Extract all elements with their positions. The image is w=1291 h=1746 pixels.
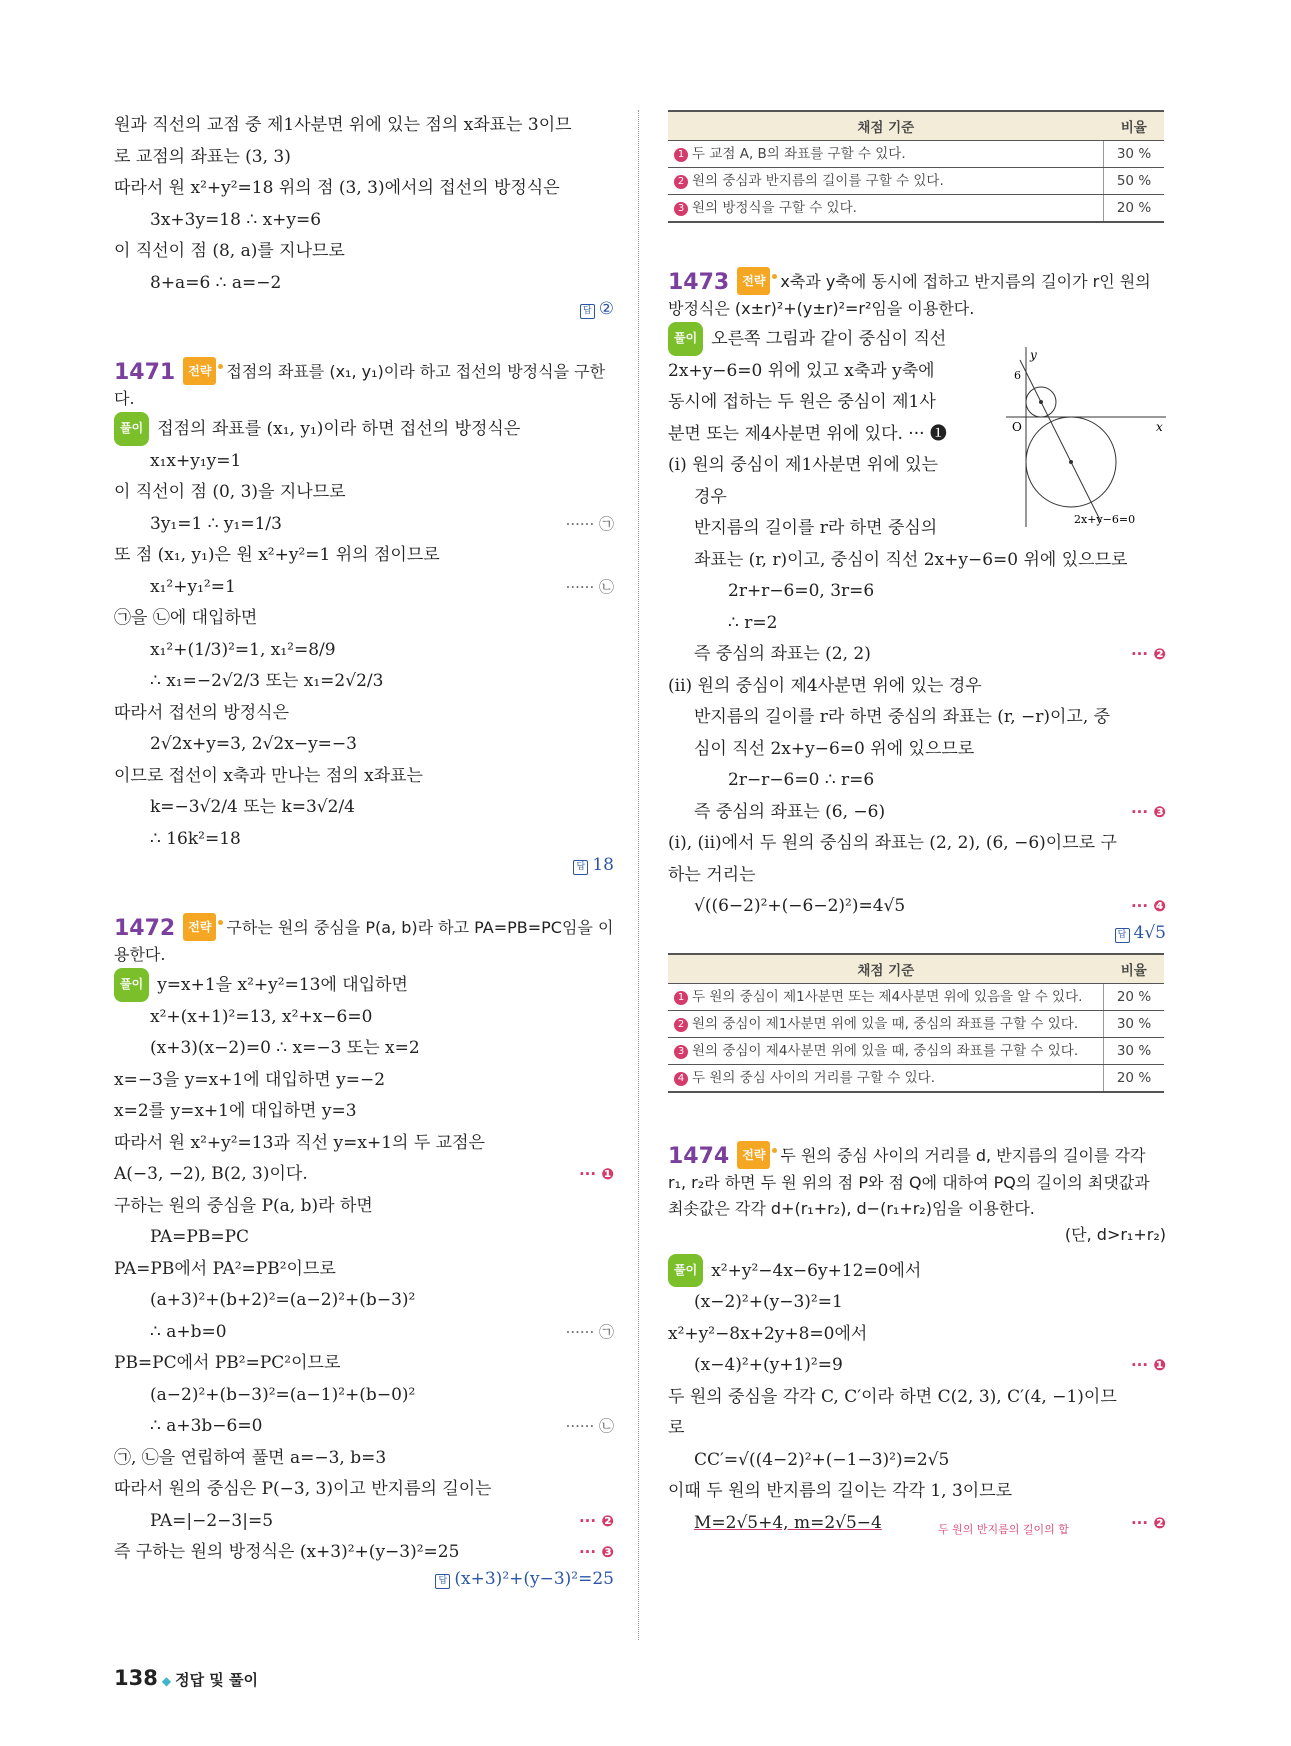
solution-line bbox=[114, 446, 614, 478]
line-text: CC′=√((4−2)²+(−1−3)²)=2√5 bbox=[694, 1449, 950, 1470]
answer-line bbox=[668, 923, 1166, 943]
header-criteria: 채점 기준 bbox=[668, 111, 1104, 141]
criteria-text: 원의 중심이 제1사분면 위에 있을 때, 중심의 좌표를 구할 수 있다. bbox=[692, 1015, 1079, 1032]
line-text: x₁x+y₁y=1 bbox=[150, 450, 242, 471]
line-text: (x−2)²+(y−3)²=1 bbox=[694, 1292, 843, 1312]
score-mark: ··· ❷ bbox=[1130, 1513, 1166, 1532]
problem-number: 1471 bbox=[114, 360, 176, 385]
underline-note: 두 원의 반지름의 길이의 합 bbox=[938, 1522, 1069, 1536]
solution-line bbox=[668, 1382, 1166, 1414]
solution-line bbox=[668, 1287, 1166, 1319]
problem-1473 bbox=[668, 267, 1166, 943]
criteria-cell bbox=[668, 983, 1104, 1010]
line-mark: ······ ㉠ bbox=[565, 514, 614, 533]
line-text: 동시에 접하는 두 원은 중심이 제1사 bbox=[668, 392, 936, 412]
criteria-cell bbox=[668, 168, 1104, 195]
line-text: x²+(x+1)²=13, x²+x−6=0 bbox=[150, 1006, 373, 1027]
problem-1471 bbox=[114, 357, 614, 875]
solution-line bbox=[114, 1222, 614, 1254]
solution-line bbox=[668, 734, 1166, 766]
line-text: y=x+1을 x²+y²=13에 대입하면 bbox=[157, 975, 408, 995]
solution-line bbox=[114, 1159, 614, 1191]
answer-value: (x+3)²+(y−3)²=25 bbox=[454, 1568, 614, 1589]
strategy-text: 두 원의 중심 사이의 거리를 d, 반지름의 길이를 각각 r₁, r₂라 하면 두 원 위의 점 P와 점 Q에 대하여 PQ의 길이의 최댓값과 최솟값은 각각 d+(r₁+r₂), d−(r₁+r₂)임을 이용한다. bbox=[668, 1145, 1150, 1218]
solution-line bbox=[114, 1254, 614, 1286]
criteria-cell bbox=[668, 141, 1104, 168]
answer-icon: 답 bbox=[580, 304, 595, 319]
solution-line bbox=[668, 671, 1166, 703]
line-mark: ··· ❷ bbox=[578, 1511, 614, 1530]
scoring-table-1472 bbox=[668, 110, 1164, 223]
line-text: 로 교점의 좌표는 (3, 3) bbox=[114, 146, 291, 167]
line-text: (a−2)²+(b−3)²=(a−1)²+(b−0)² bbox=[150, 1384, 416, 1405]
strategy-tag: 전략 bbox=[737, 1141, 770, 1169]
line-text: x=−3을 y=x+1에 대입하면 y=−2 bbox=[114, 1069, 386, 1090]
criteria-row bbox=[668, 1010, 1164, 1037]
line-text: x=2를 y=x+1에 대입하면 y=3 bbox=[114, 1101, 357, 1121]
line-mark: ······ ㉡ bbox=[565, 577, 614, 596]
solution-line bbox=[668, 608, 1166, 640]
problem-number: 1474 bbox=[668, 1143, 730, 1169]
solution-line bbox=[668, 828, 1166, 860]
problem-1472 bbox=[114, 913, 614, 1589]
solution-lines bbox=[668, 1254, 1166, 1508]
step-number-icon: 2 bbox=[674, 1018, 688, 1032]
problem-number: 1473 bbox=[668, 270, 730, 295]
solution-line bbox=[114, 1506, 614, 1538]
line-text: x₁²+(1/3)²=1, x₁²=8/9 bbox=[150, 639, 336, 660]
solution-line bbox=[114, 666, 614, 698]
answer-line bbox=[114, 855, 614, 875]
y-tick-label: 6 bbox=[1014, 369, 1021, 382]
line-text: ∴ x₁=−2√2/3 또는 x₁=2√2/3 bbox=[150, 671, 384, 691]
step-number-icon: 1 bbox=[674, 991, 688, 1005]
solution-badge: 풀이 bbox=[668, 322, 703, 356]
line-text: 접점의 좌표를 (x₁, y₁)이라 하면 접선의 방정식은 bbox=[157, 419, 521, 439]
line-text: ∴ a+3b−6=0 bbox=[150, 1416, 263, 1436]
solution-line bbox=[114, 1033, 614, 1065]
line-text: 이때 두 원의 반지름의 길이는 각각 1, 3이므로 bbox=[668, 1481, 1013, 1501]
right-column bbox=[668, 110, 1166, 1539]
step-number-icon: 3 bbox=[674, 1045, 688, 1059]
line-text: 2r+r−6=0, 3r=6 bbox=[728, 581, 875, 601]
scoring-table-1473 bbox=[668, 953, 1164, 1093]
line-mark: ··· ❶ bbox=[1130, 1356, 1166, 1374]
line-text: ㉠, ㉡을 연립하여 풀면 a=−3, b=3 bbox=[114, 1447, 387, 1468]
column-divider bbox=[638, 110, 639, 1640]
problem-header bbox=[668, 267, 1166, 322]
solution-line bbox=[668, 1350, 1166, 1382]
strategy-text: 접점의 좌표를 (x₁, y₁)이라 하고 접선의 방정식을 구한다. bbox=[114, 362, 606, 408]
line-label: 2x+y−6=0 bbox=[1074, 513, 1136, 526]
line-text: 또 점 (x₁, y₁)은 원 x²+y²=1 위의 점이므로 bbox=[114, 545, 440, 565]
solution-line bbox=[114, 1411, 614, 1443]
solution-line bbox=[114, 824, 614, 856]
solution-line bbox=[114, 968, 614, 1002]
solution-line bbox=[114, 1002, 614, 1034]
answer-value: 18 bbox=[592, 855, 614, 875]
header-ratio: 비율 bbox=[1104, 954, 1165, 984]
line-text: PA=PB에서 PA²=PB²이므로 bbox=[114, 1258, 336, 1279]
solution-line bbox=[668, 1445, 1166, 1477]
line-text: √((6−2)²+(−6−2)²)=4√5 bbox=[694, 896, 906, 916]
problem-header bbox=[114, 913, 614, 968]
line-text: 심이 직선 2x+y−6=0 위에 있으므로 bbox=[694, 738, 975, 759]
problem-header bbox=[114, 357, 614, 412]
solution-line bbox=[114, 1065, 614, 1097]
header-criteria: 채점 기준 bbox=[668, 954, 1104, 984]
line-text: 3x+3y=18 ∴ x+y=6 bbox=[150, 209, 322, 230]
ratio-cell: 20 % bbox=[1104, 983, 1165, 1010]
answer-line bbox=[114, 1569, 614, 1589]
left-column bbox=[114, 110, 614, 1589]
line-text: (i), (ii)에서 두 원의 중심의 좌표는 (2, 2), (6, −6)이므로 구 bbox=[668, 833, 1117, 853]
line-text: 반지름의 길이를 r라 하면 중심의 좌표는 (r, −r)이고, 중 bbox=[694, 707, 1111, 727]
solution-line bbox=[668, 860, 1166, 892]
strategy-text: 구하는 원의 중심을 P(a, b)라 하고 PA=PB=PC임을 이용한다. bbox=[114, 918, 614, 964]
solution-badge: 풀이 bbox=[668, 1254, 703, 1288]
criteria-text: 원의 중심과 반지름의 길이를 구할 수 있다. bbox=[692, 173, 944, 189]
solution-line bbox=[668, 1413, 1166, 1445]
solution-line bbox=[114, 1285, 614, 1317]
solution-line bbox=[114, 477, 614, 509]
line-text: 두 원의 중심을 각각 C, C′이라 하면 C(2, 3), C′(4, −1)이므 bbox=[668, 1386, 1117, 1407]
strategy-tag: 전략 bbox=[183, 913, 216, 941]
solution-line bbox=[114, 1128, 614, 1160]
header-ratio: 비율 bbox=[1104, 111, 1165, 141]
circles-figure bbox=[1006, 347, 1166, 527]
answer-line bbox=[114, 299, 614, 319]
criteria-text: 두 원의 중심 사이의 거리를 구할 수 있다. bbox=[692, 1069, 935, 1086]
solution-line bbox=[114, 540, 614, 572]
solution-line bbox=[114, 1443, 614, 1475]
line-text: 경우 bbox=[694, 486, 727, 507]
line-text: 2√2x+y=3, 2√2x−y=−3 bbox=[150, 734, 357, 754]
step-number-icon: 1 bbox=[674, 148, 688, 162]
line-mark: ··· ❸ bbox=[578, 1543, 614, 1561]
solution-lines bbox=[114, 968, 614, 1569]
diamond-icon: ◆ bbox=[161, 1674, 172, 1688]
criteria-text: 두 교점 A, B의 좌표를 구할 수 있다. bbox=[692, 146, 906, 162]
line-text: 분면 또는 제4사분면 위에 있다. ··· ❶ bbox=[668, 423, 947, 444]
line-text: 즉 중심의 좌표는 (2, 2) bbox=[694, 644, 871, 664]
line-text: 구하는 원의 중심을 P(a, b)라 하면 bbox=[114, 1195, 373, 1216]
intro-solution bbox=[114, 110, 614, 299]
solution-line bbox=[114, 205, 614, 237]
problem-header bbox=[668, 1141, 1166, 1222]
ratio-cell: 30 % bbox=[1104, 1010, 1165, 1037]
solution-line bbox=[114, 110, 614, 142]
line-text: 따라서 원의 중심은 P(−3, 3)이고 반지름의 길이는 bbox=[114, 1479, 492, 1499]
answer-icon: 답 bbox=[1115, 928, 1130, 943]
page-footer bbox=[114, 1666, 258, 1690]
y-label: y bbox=[1030, 348, 1037, 362]
criteria-row bbox=[668, 168, 1164, 195]
solution-line-last bbox=[668, 1508, 1166, 1540]
line-text: 반지름의 길이를 r라 하면 중심의 bbox=[694, 518, 938, 538]
line-text: k=−3√2/4 또는 k=3√2/4 bbox=[150, 797, 356, 817]
line-text: (x−4)²+(y+1)²=9 bbox=[694, 1355, 843, 1375]
criteria-row bbox=[668, 141, 1164, 168]
criteria-cell bbox=[668, 1037, 1104, 1064]
line-text: ㉠을 ㉡에 대입하면 bbox=[114, 608, 258, 628]
criteria-text: 원의 중심이 제4사분면 위에 있을 때, 중심의 좌표를 구할 수 있다. bbox=[692, 1042, 1079, 1059]
solution-line bbox=[668, 765, 1166, 797]
line-text: 따라서 원 x²+y²=18 위의 점 (3, 3)에서의 접선의 방정식은 bbox=[114, 178, 560, 198]
criteria-text: 두 원의 중심이 제1사분면 또는 제4사분면 위에 있음을 알 수 있다. bbox=[692, 988, 1083, 1005]
line-text: 하는 거리는 bbox=[668, 864, 756, 885]
solution-line bbox=[114, 509, 614, 541]
solution-line bbox=[114, 1474, 614, 1506]
x-label: x bbox=[1156, 420, 1163, 434]
ratio-cell: 30 % bbox=[1104, 141, 1165, 168]
strategy-tag: 전략 bbox=[737, 267, 770, 295]
solution-line bbox=[114, 635, 614, 667]
strategy-tag: 전략 bbox=[183, 357, 216, 385]
step-number-icon: 3 bbox=[674, 202, 688, 216]
line-text: 즉 중심의 좌표는 (6, −6) bbox=[694, 801, 886, 822]
criteria-cell bbox=[668, 1010, 1104, 1037]
solution-line bbox=[114, 729, 614, 761]
line-text: 오른쪽 그림과 같이 중심이 직선 bbox=[711, 329, 947, 349]
line-text: x₁²+y₁²=1 bbox=[150, 576, 236, 597]
criteria-text: 원의 방정식을 구할 수 있다. bbox=[692, 200, 857, 216]
solution-line bbox=[114, 236, 614, 268]
line-text: (i) 원의 중심이 제1사분면 위에 있는 bbox=[668, 455, 939, 475]
solution-line bbox=[114, 173, 614, 205]
criteria-row bbox=[668, 1064, 1164, 1092]
solution-line bbox=[668, 576, 1166, 608]
line-text: (ii) 원의 중심이 제4사분면 위에 있는 경우 bbox=[668, 675, 982, 696]
line-mark: ··· ❸ bbox=[1130, 802, 1166, 821]
step-number-icon: 4 bbox=[674, 1072, 688, 1086]
solution-line bbox=[114, 1191, 614, 1223]
line-text: 8+a=6 ∴ a=−2 bbox=[150, 272, 282, 293]
solution-line bbox=[114, 412, 614, 446]
solution-line bbox=[114, 1380, 614, 1412]
problem-1474 bbox=[668, 1141, 1166, 1540]
line-text: 2x+y−6=0 위에 있고 x축과 y축에 bbox=[668, 360, 935, 381]
solution-line bbox=[114, 792, 614, 824]
condition: (단, d>r₁+r₂) bbox=[1064, 1224, 1166, 1244]
solution-line bbox=[114, 1537, 614, 1569]
line-text: 로 bbox=[668, 1418, 685, 1438]
answer-value: ② bbox=[598, 299, 614, 319]
line-mark: ······ ㉠ bbox=[565, 1322, 614, 1341]
criteria-row bbox=[668, 195, 1164, 223]
solution-line bbox=[114, 1096, 614, 1128]
criteria-cell bbox=[668, 195, 1104, 223]
solution-line bbox=[114, 142, 614, 174]
line-text: PB=PC에서 PB²=PC²이므로 bbox=[114, 1353, 341, 1373]
line-mark: ··· ❷ bbox=[1130, 645, 1166, 663]
answer-icon: 답 bbox=[435, 1574, 450, 1589]
line-mark: ······ ㉡ bbox=[565, 1417, 614, 1435]
ratio-cell: 20 % bbox=[1104, 195, 1165, 223]
answer-value: 4√5 bbox=[1133, 922, 1166, 943]
ratio-cell: 50 % bbox=[1104, 168, 1165, 195]
criteria-cell bbox=[668, 1064, 1104, 1092]
line-text: PA=PB=PC bbox=[150, 1227, 250, 1247]
line-text: 따라서 원 x²+y²=13과 직선 y=x+1의 두 교점은 bbox=[114, 1132, 485, 1153]
line-text: 이 직선이 점 (0, 3)을 지나므로 bbox=[114, 482, 346, 502]
solution-line bbox=[114, 761, 614, 793]
footer-label: 정답 및 풀이 bbox=[175, 1671, 258, 1689]
problem-number: 1472 bbox=[114, 916, 176, 941]
solution-badge: 풀이 bbox=[114, 412, 149, 446]
solution-line bbox=[668, 702, 1166, 734]
line-text: 이므로 접선이 x축과 만나는 점의 x좌표는 bbox=[114, 765, 423, 786]
origin-label: O bbox=[1012, 420, 1022, 434]
strategy-text: x축과 y축에 동시에 접하고 반지름의 길이가 r인 원의 방정식은 (x±r)²+(y±r)²=r²임을 이용한다. bbox=[668, 272, 1151, 318]
solution-line bbox=[114, 698, 614, 730]
line-mark: ··· ❶ bbox=[578, 1165, 614, 1183]
ratio-cell: 20 % bbox=[1104, 1064, 1165, 1092]
solution-line bbox=[114, 603, 614, 635]
tangent-line bbox=[1020, 360, 1101, 522]
line-text: 즉 구하는 원의 방정식은 (x+3)²+(y−3)²=25 bbox=[114, 1542, 460, 1562]
solution-badge: 풀이 bbox=[114, 968, 149, 1002]
solution-line bbox=[668, 545, 1166, 577]
criteria-row bbox=[668, 983, 1164, 1010]
solution-line bbox=[668, 797, 1166, 829]
line-text: A(−3, −2), B(2, 3)이다. bbox=[114, 1164, 308, 1184]
line-text: 따라서 접선의 방정식은 bbox=[114, 702, 290, 723]
solution-line bbox=[668, 1319, 1166, 1351]
line-text: ∴ r=2 bbox=[728, 612, 778, 633]
solution-line bbox=[114, 1348, 614, 1380]
solution-line bbox=[668, 1254, 1166, 1288]
solution-line bbox=[668, 639, 1166, 671]
ratio-cell: 30 % bbox=[1104, 1037, 1165, 1064]
line-text: 원과 직선의 교점 중 제1사분면 위에 있는 점의 x좌표는 3이므 bbox=[114, 115, 572, 135]
line-text: ∴ a+b=0 bbox=[150, 1321, 227, 1342]
line-text: (a+3)²+(b+2)²=(a−2)²+(b−3)² bbox=[150, 1290, 416, 1310]
line-text: 2r−r−6=0 ∴ r=6 bbox=[728, 770, 875, 790]
solution-line bbox=[114, 268, 614, 300]
solution-lines bbox=[114, 412, 614, 855]
line-mark: ··· ❹ bbox=[1130, 897, 1166, 915]
line-text: x²+y²−4x−6y+12=0에서 bbox=[711, 1260, 922, 1281]
answer-icon: 답 bbox=[573, 860, 588, 875]
line-text: 좌표는 (r, r)이고, 중심이 직선 2x+y−6=0 위에 있으므로 bbox=[694, 549, 1128, 570]
line-text: ∴ 16k²=18 bbox=[150, 828, 241, 849]
solution-line bbox=[668, 1476, 1166, 1508]
criteria-row bbox=[668, 1037, 1164, 1064]
max-min-text: M=2√5+4, m=2√5−4 bbox=[694, 1512, 882, 1533]
line-text: (x+3)(x−2)=0 ∴ x=−3 또는 x=2 bbox=[150, 1038, 420, 1058]
solution-line bbox=[668, 891, 1166, 923]
solution-line bbox=[114, 572, 614, 604]
line-text: 이 직선이 점 (8, a)를 지나므로 bbox=[114, 241, 345, 261]
step-number-icon: 2 bbox=[674, 175, 688, 189]
solution-line bbox=[114, 1317, 614, 1349]
line-text: PA=|−2−3|=5 bbox=[150, 1510, 274, 1531]
line-text: x²+y²−8x+2y+8=0에서 bbox=[668, 1323, 868, 1344]
page-number: 138 bbox=[114, 1666, 158, 1690]
line-text: 3y₁=1 ∴ y₁=1/3 bbox=[150, 513, 282, 534]
